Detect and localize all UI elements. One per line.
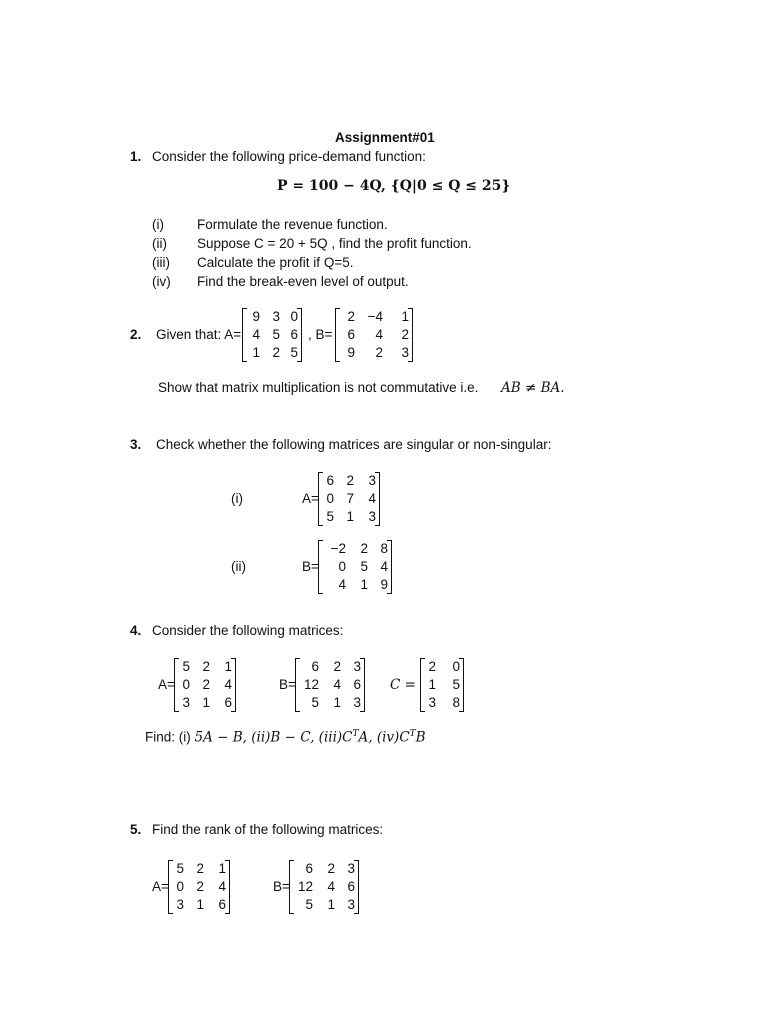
matrix-cell: 0 [452, 659, 460, 674]
matrix-cell: 1 [218, 861, 226, 876]
matrix-cell: 2 [196, 879, 204, 894]
matrix-cell: 6 [305, 861, 313, 876]
matrix-cell: 2 [327, 861, 335, 876]
matrix-cell: 1 [401, 309, 409, 324]
matrix-cell: 2 [272, 345, 280, 360]
question-1-number: 1. [130, 149, 142, 164]
page-title: Assignment#01 [335, 130, 435, 145]
q3-matrix-a-label: A= [302, 491, 319, 506]
question-5-number: 5. [130, 822, 142, 837]
q1-item-text-2: Suppose C = 20 + 5Q , find the profit function. [197, 236, 472, 251]
matrix-cell: 1 [196, 897, 204, 912]
matrix-cell: 9 [347, 345, 355, 360]
matrix-cell: 6 [347, 327, 355, 342]
q4-find-prefix: Find: (i) [145, 729, 191, 745]
q4-matrix-c-label: C = [390, 677, 416, 693]
question-2-number: 2. [130, 327, 142, 342]
matrix-cell: 6 [353, 677, 361, 692]
matrix-cell: 2 [196, 861, 204, 876]
matrix-cell: 6 [311, 659, 319, 674]
matrix-cell: −2 [330, 541, 346, 556]
matrix-cell: 5 [360, 559, 368, 574]
q4-matrix-a [174, 659, 236, 711]
q5-matrix-a [168, 861, 230, 913]
matrix-cell: 5 [326, 509, 334, 524]
matrix-cell: 6 [347, 879, 355, 894]
q1-item-label-2: (ii) [152, 236, 167, 251]
matrix-cell: 2 [202, 659, 210, 674]
matrix-cell: 4 [338, 577, 346, 592]
q3-matrix-b [318, 541, 392, 593]
matrix-cell: 7 [346, 491, 354, 506]
matrix-cell: 3 [272, 309, 280, 324]
q5-matrix-b [289, 861, 359, 913]
matrix-cell: 0 [182, 677, 190, 692]
q3-part-i-label: (i) [231, 491, 243, 506]
matrix-cell: 6 [224, 695, 232, 710]
matrix-cell: 3 [401, 345, 409, 360]
matrix-cell: 4 [375, 327, 383, 342]
question-2-text: Given that: A= [156, 327, 242, 342]
q3-part-ii-label: (ii) [231, 559, 246, 574]
matrix-cell: 3 [368, 473, 376, 488]
q4-find-line [145, 729, 426, 746]
q1-item-label-4: (iv) [152, 274, 171, 289]
matrix-cell: 0 [326, 491, 334, 506]
q4-find-expr-2: A, (iv)C [358, 729, 410, 746]
matrix-cell: 2 [428, 659, 436, 674]
matrix-cell: 3 [347, 897, 355, 912]
matrix-cell: 5 [176, 861, 184, 876]
q2-statement-math: AB ≠ BA. [501, 380, 565, 396]
matrix-cell: 3 [176, 897, 184, 912]
q1-item-label-1: (i) [152, 217, 164, 232]
matrix-cell: 9 [252, 309, 260, 324]
matrix-cell: 6 [326, 473, 334, 488]
q4-find-expr-3: B [415, 729, 426, 746]
q2-matrix-b [335, 309, 413, 361]
q4-find-expr-1: 5A − B, (ii)B − C, (iii)C [194, 729, 353, 746]
matrix-cell: 2 [401, 327, 409, 342]
q4-transpose-2: T [409, 729, 416, 739]
matrix-cell: 2 [333, 659, 341, 674]
matrix-cell: 0 [176, 879, 184, 894]
matrix-cell: 3 [182, 695, 190, 710]
matrix-cell: 1 [333, 695, 341, 710]
matrix-cell: 2 [360, 541, 368, 556]
matrix-cell: 5 [272, 327, 280, 342]
matrix-cell: 8 [452, 695, 460, 710]
matrix-cell: 8 [380, 541, 388, 556]
q3-matrix-a [318, 473, 380, 525]
matrix-cell: 1 [346, 509, 354, 524]
question-3-text: Check whether the following matrices are singular or non-singular: [156, 437, 552, 452]
matrix-cell: 4 [252, 327, 260, 342]
q4-matrix-c [420, 659, 464, 711]
matrix-cell: 4 [224, 677, 232, 692]
q5-matrix-b-label: B= [273, 879, 290, 894]
matrix-cell: 4 [327, 879, 335, 894]
matrix-cell: 6 [290, 327, 298, 342]
q2-statement: Show that matrix multiplication is not commutative i.e. [158, 380, 479, 395]
q4-matrix-b-label: B= [279, 677, 296, 692]
q4-transpose-1: T [352, 729, 359, 739]
matrix-cell: 3 [353, 659, 361, 674]
matrix-cell: 1 [224, 659, 232, 674]
q4-matrix-a-label: A= [158, 677, 175, 692]
matrix-cell: 5 [311, 695, 319, 710]
q2-separator: , B= [308, 327, 333, 342]
q4-matrix-b [295, 659, 365, 711]
question-4-number: 4. [130, 623, 142, 638]
matrix-cell: 6 [218, 897, 226, 912]
matrix-cell: 2 [346, 473, 354, 488]
matrix-cell: 4 [218, 879, 226, 894]
q3-matrix-b-label: B= [302, 559, 319, 574]
q5-matrix-a-label: A= [152, 879, 169, 894]
q2-matrix-a [242, 309, 302, 361]
matrix-cell: 0 [290, 309, 298, 324]
matrix-cell: 4 [368, 491, 376, 506]
matrix-cell: 5 [182, 659, 190, 674]
q1-item-text-1: Formulate the revenue function. [197, 217, 388, 232]
q1-item-label-3: (iii) [152, 255, 170, 270]
price-demand-equation: P = 100 − 4Q, {Q|0 ≤ Q ≤ 25} [277, 178, 511, 194]
matrix-cell: 1 [252, 345, 260, 360]
matrix-cell: 3 [353, 695, 361, 710]
matrix-cell: 3 [347, 861, 355, 876]
matrix-cell: 4 [380, 559, 388, 574]
matrix-cell: 0 [338, 559, 346, 574]
question-3-number: 3. [130, 437, 142, 452]
matrix-cell: 5 [290, 345, 298, 360]
matrix-cell: 3 [368, 509, 376, 524]
question-1-text: Consider the following price-demand function: [152, 149, 426, 164]
matrix-cell: 1 [360, 577, 368, 592]
matrix-cell: −4 [367, 309, 383, 324]
matrix-cell: 3 [428, 695, 436, 710]
matrix-cell: 2 [202, 677, 210, 692]
matrix-cell: 1 [428, 677, 436, 692]
matrix-cell: 12 [297, 879, 313, 894]
matrix-cell: 2 [375, 345, 383, 360]
q1-item-text-3: Calculate the profit if Q=5. [197, 255, 354, 270]
matrix-cell: 12 [303, 677, 319, 692]
matrix-cell: 1 [327, 897, 335, 912]
matrix-cell: 2 [347, 309, 355, 324]
question-4-text: Consider the following matrices: [152, 623, 344, 638]
matrix-cell: 1 [202, 695, 210, 710]
q1-item-text-4: Find the break-even level of output. [197, 274, 409, 289]
matrix-cell: 5 [305, 897, 313, 912]
matrix-cell: 4 [333, 677, 341, 692]
matrix-cell: 5 [452, 677, 460, 692]
matrix-cell: 9 [380, 577, 388, 592]
question-5-text: Find the rank of the following matrices: [152, 822, 384, 837]
